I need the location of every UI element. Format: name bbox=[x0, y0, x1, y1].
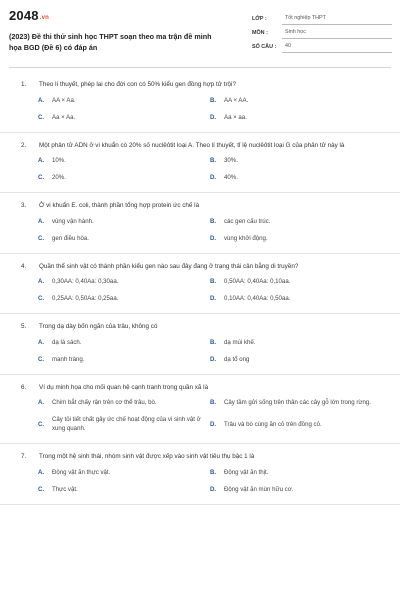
option-letter: A. bbox=[38, 468, 45, 476]
question-item bbox=[0, 133, 400, 194]
document-title: (2023) Đề thi thử sinh học THPT soạn theo ma trận đề minh họa BGD (Đề 6) có đáp án bbox=[9, 32, 212, 52]
question-text: Trong một hệ sinh thái, nhóm sinh vật được xếp vào sinh vật tiêu thụ bậc 1 là bbox=[39, 453, 255, 460]
question-item bbox=[0, 314, 400, 375]
exam-meta bbox=[252, 11, 392, 53]
option-letter: A. bbox=[38, 96, 45, 104]
question-list bbox=[0, 72, 400, 505]
option-letter: D. bbox=[210, 113, 217, 121]
option-letter: B. bbox=[210, 96, 217, 104]
question-item bbox=[0, 444, 400, 505]
option-letter: C. bbox=[38, 113, 45, 121]
option-text: Động vật ăn thịt. bbox=[224, 468, 269, 476]
question-stem bbox=[10, 322, 390, 332]
answer-option[interactable] bbox=[38, 96, 210, 105]
answer-option[interactable] bbox=[210, 294, 388, 303]
answer-option[interactable] bbox=[210, 96, 388, 105]
answer-option[interactable] bbox=[210, 156, 388, 165]
answer-option[interactable] bbox=[210, 415, 388, 433]
answer-options bbox=[38, 338, 390, 364]
question-number: 2. bbox=[21, 141, 27, 149]
option-text: 20%. bbox=[52, 174, 66, 181]
answer-option[interactable] bbox=[210, 398, 388, 407]
option-letter: A. bbox=[38, 399, 45, 406]
question-text: Quần thể sinh vật có thành phần kiểu gen nào sau đây đang ở trạng thái cân bằng di truyền? bbox=[39, 262, 299, 270]
option-letter: B. bbox=[210, 468, 217, 476]
option-letter: D. bbox=[210, 174, 217, 181]
option-text: vùng vận hành. bbox=[52, 217, 94, 225]
option-text: dạ lá sách. bbox=[52, 338, 82, 346]
option-text: Chim bắt chấy rận trên cơ thể trâu, bò. bbox=[52, 399, 157, 406]
option-text: Cây tầm gửi sống trên thân các cây gỗ lớn trong rừng. bbox=[224, 399, 371, 406]
option-text: các gen cấu trúc. bbox=[224, 217, 271, 225]
meta-row-question-count bbox=[252, 39, 392, 53]
answer-options bbox=[38, 277, 390, 303]
option-letter: A. bbox=[38, 157, 45, 164]
option-text: Thực vật. bbox=[52, 485, 78, 493]
header-divider bbox=[9, 67, 391, 68]
option-text: Aa × aa. bbox=[224, 113, 247, 121]
question-text: Một phân tử ADN ở vi khuẩn có 20% số nuclêôtit loại A. Theo lí thuyết, tỉ lệ nuclêôtit loại G của phân tử này là bbox=[39, 141, 345, 149]
site-logo[interactable] bbox=[9, 8, 49, 23]
answer-option[interactable] bbox=[38, 398, 210, 407]
option-letter: C. bbox=[38, 485, 45, 493]
answer-option[interactable] bbox=[210, 277, 388, 286]
option-text: Trâu và bò cùng ăn cỏ trên đồng cỏ. bbox=[224, 420, 322, 428]
option-text: 40%. bbox=[224, 174, 238, 181]
option-text: 30%. bbox=[224, 157, 238, 164]
option-letter: B. bbox=[210, 217, 217, 225]
answer-option[interactable] bbox=[38, 485, 210, 494]
answer-option[interactable] bbox=[210, 173, 388, 182]
question-number: 7. bbox=[21, 453, 27, 460]
question-number: 4. bbox=[21, 262, 27, 270]
answer-option[interactable] bbox=[38, 294, 210, 303]
option-letter: C. bbox=[38, 295, 45, 302]
answer-option[interactable] bbox=[38, 277, 210, 286]
answer-option[interactable] bbox=[210, 338, 388, 347]
option-text: vùng khởi động. bbox=[224, 234, 268, 242]
option-letter: B. bbox=[210, 157, 217, 164]
option-text: 0,25AA: 0,50Aa: 0,25aa. bbox=[52, 295, 119, 302]
option-letter: D. bbox=[210, 420, 217, 428]
option-text: manh tràng. bbox=[52, 355, 85, 363]
question-stem bbox=[10, 452, 390, 462]
meta-row-class bbox=[252, 11, 392, 25]
option-text: gen điều hòa. bbox=[52, 234, 89, 242]
option-text: dạ múi khế. bbox=[224, 338, 256, 346]
option-letter: B. bbox=[210, 278, 217, 285]
answer-options bbox=[38, 156, 390, 182]
answer-option[interactable] bbox=[210, 234, 388, 243]
question-stem bbox=[10, 201, 390, 211]
meta-value: 40 bbox=[282, 43, 392, 53]
option-text: dạ tổ ong bbox=[224, 355, 250, 363]
option-letter: C. bbox=[38, 234, 45, 242]
meta-value: Sinh học bbox=[282, 29, 392, 39]
option-letter: A. bbox=[38, 217, 45, 225]
answer-option[interactable] bbox=[38, 217, 210, 226]
question-item bbox=[0, 254, 400, 315]
answer-options bbox=[38, 468, 390, 494]
answer-option[interactable] bbox=[38, 338, 210, 347]
question-text: Ở vi khuẩn E. coli, thành phần tổng hợp protein ức chế là bbox=[39, 202, 200, 209]
answer-option[interactable] bbox=[38, 355, 210, 364]
question-number: 1. bbox=[21, 81, 27, 88]
question-number: 3. bbox=[21, 202, 27, 209]
question-stem bbox=[10, 383, 390, 393]
answer-option[interactable] bbox=[38, 415, 210, 433]
meta-value: Tốt nghiệp THPT bbox=[282, 15, 392, 25]
option-text: Aa × Aa. bbox=[52, 113, 76, 121]
question-text: Trong dạ dày bốn ngăn của trâu, không có bbox=[39, 323, 158, 330]
answer-option[interactable] bbox=[210, 217, 388, 226]
meta-label: MÔN : bbox=[252, 30, 268, 36]
option-letter: C. bbox=[38, 420, 45, 428]
answer-option[interactable] bbox=[210, 485, 388, 494]
answer-option[interactable] bbox=[38, 156, 210, 165]
option-text: AA × AA. bbox=[224, 96, 249, 104]
option-letter: C. bbox=[38, 174, 45, 181]
answer-option[interactable] bbox=[38, 113, 210, 122]
option-text: Cây tỏi tiết chất gây ức chế hoạt động của vi sinh vật ở xung quanh. bbox=[52, 416, 201, 432]
option-text: 0,30AA: 0,40Aa: 0,30aa. bbox=[52, 278, 119, 285]
meta-label: LỚP : bbox=[252, 16, 267, 22]
answer-option[interactable] bbox=[38, 173, 210, 182]
meta-row-subject bbox=[252, 25, 392, 39]
question-text: Ví dụ minh họa cho mối quan hệ cạnh tranh trong quần xã là bbox=[39, 383, 209, 391]
answer-options bbox=[38, 217, 390, 243]
option-text: AA × Aa. bbox=[52, 96, 76, 104]
option-text: 0,10AA: 0,40Aa: 0,50aa. bbox=[224, 295, 291, 302]
question-number: 5. bbox=[21, 323, 27, 330]
option-letter: D. bbox=[210, 485, 217, 493]
option-letter: A. bbox=[38, 278, 45, 285]
option-letter: D. bbox=[210, 355, 217, 363]
answer-option[interactable] bbox=[38, 234, 210, 243]
option-letter: D. bbox=[210, 234, 217, 242]
question-item bbox=[0, 72, 400, 133]
question-stem bbox=[10, 141, 390, 151]
question-stem bbox=[10, 262, 390, 272]
question-item bbox=[0, 375, 400, 445]
option-text: Động vật ăn thực vật. bbox=[52, 468, 111, 476]
page-header bbox=[0, 0, 400, 62]
option-text: Động vật ăn mùn hữu cơ. bbox=[224, 485, 294, 493]
answer-option[interactable] bbox=[210, 113, 388, 122]
option-letter: D. bbox=[210, 295, 217, 302]
answer-option[interactable] bbox=[210, 468, 388, 477]
question-text: Theo lí thuyết, phép lai cho đời con có 50% kiểu gen đồng hợp tử trội? bbox=[39, 81, 236, 88]
meta-label: SỐ CÂU : bbox=[252, 44, 277, 50]
question-item bbox=[0, 193, 400, 254]
logo-tld: .vn bbox=[39, 15, 50, 21]
question-number: 6. bbox=[21, 383, 27, 391]
option-letter: C. bbox=[38, 355, 45, 363]
option-text: 0,50AA: 0,40Aa: 0,10aa. bbox=[224, 278, 291, 285]
logo-text: 2048 bbox=[9, 8, 39, 23]
option-letter: B. bbox=[210, 338, 217, 346]
answer-option[interactable] bbox=[38, 468, 210, 477]
answer-options bbox=[38, 96, 390, 122]
option-letter: B. bbox=[210, 399, 217, 406]
option-text: 10%. bbox=[52, 157, 66, 164]
answer-options bbox=[38, 398, 390, 433]
question-stem bbox=[10, 80, 390, 90]
option-letter: A. bbox=[38, 338, 45, 346]
answer-option[interactable] bbox=[210, 355, 388, 364]
